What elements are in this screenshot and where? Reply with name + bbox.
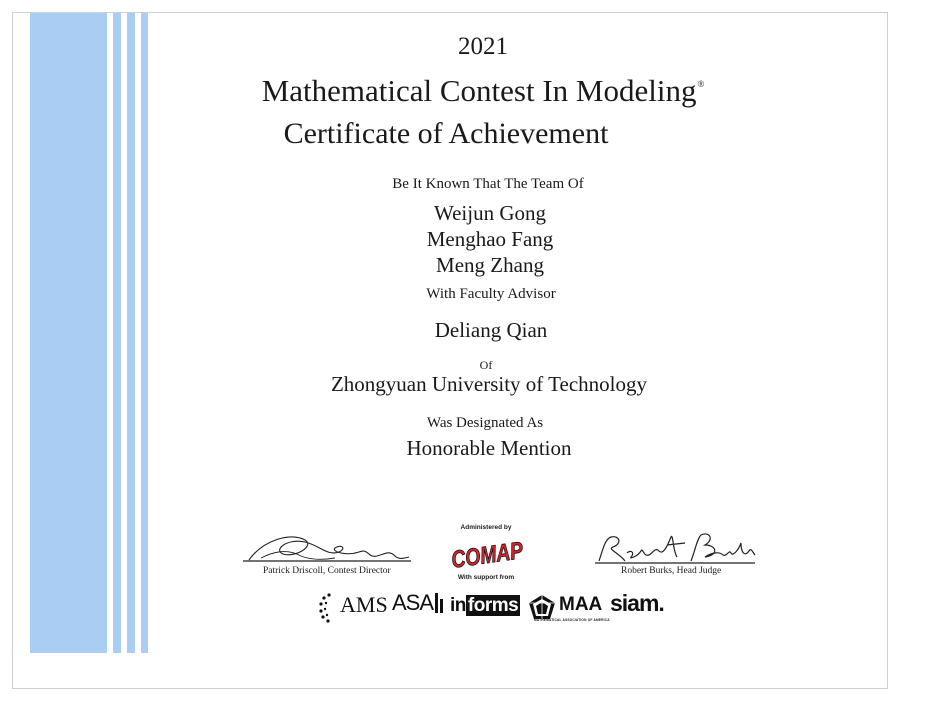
ams-logo: AMS <box>340 592 388 617</box>
contest-title <box>33 73 933 109</box>
asa-logo <box>392 590 443 616</box>
year: 2021 <box>458 33 508 60</box>
advisor-label: With Faculty Advisor <box>426 286 556 302</box>
informs-logo-box: forms <box>467 595 519 616</box>
head-judge-signature <box>593 527 758 567</box>
comap-logo-text: COMAP <box>449 534 542 574</box>
contest-title-text: Mathematical Contest In Modeling <box>261 73 697 108</box>
maa-logo: MAA <box>559 594 603 615</box>
comap-logo <box>449 534 542 574</box>
certificate-subtitle: Certificate of Achievement <box>283 117 609 150</box>
team-member: Weijun Gong <box>433 201 547 225</box>
director-signature <box>243 530 413 566</box>
of-label: Of <box>479 358 493 372</box>
director-name: Patrick Driscoll, Contest Director <box>263 566 391 576</box>
head-judge-name: Robert Burks, Head Judge <box>621 566 722 576</box>
ams-emblem-icon <box>319 592 339 624</box>
team-member: Meng Zhang <box>436 253 544 277</box>
informs-logo <box>450 595 520 617</box>
maa-subtitle: MATHEMATICAL ASSOCIATION OF AMERICA <box>534 618 610 622</box>
designation-label: Was Designated As <box>426 415 544 431</box>
siam-logo: siam. <box>610 590 664 616</box>
institution-name: Zhongyuan University of Technology <box>330 372 647 396</box>
intro-text: Be It Known That The Team Of <box>392 176 584 192</box>
registered-mark: ® <box>697 79 705 89</box>
support-label: With support from <box>457 574 515 581</box>
informs-logo-prefix: in <box>450 595 466 616</box>
faculty-advisor: Deliang Qian <box>434 318 548 342</box>
asa-logo-text: ASA <box>392 590 434 615</box>
team-member: Menghao Fang <box>426 227 554 251</box>
sponsor-logos <box>0 588 900 628</box>
award-designation: Honorable Mention <box>406 436 572 460</box>
administered-by-label: Administered by <box>460 524 512 531</box>
